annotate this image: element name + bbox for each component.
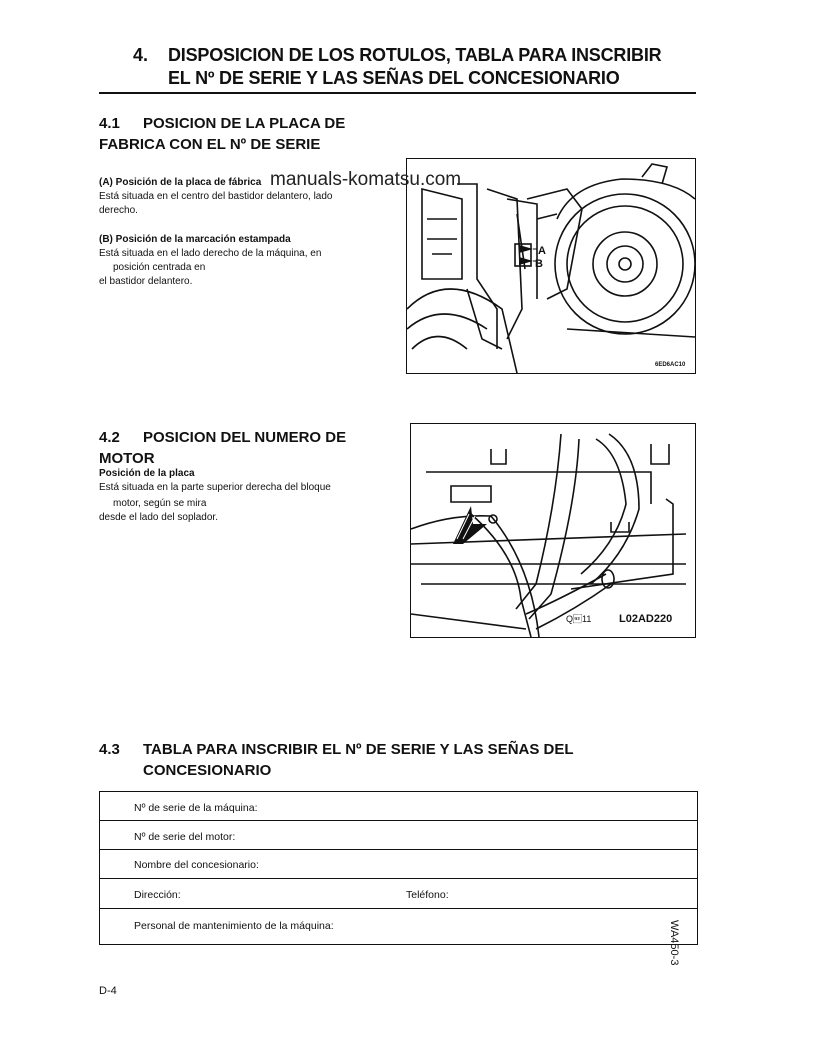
serial-dealer-table xyxy=(99,791,698,945)
engine-plate-text-2: motor, según se mira xyxy=(113,498,207,509)
section-4-2-number: 4.2 xyxy=(99,429,120,446)
plate-a-text-2: derecho. xyxy=(99,205,138,216)
figure-label-a: A xyxy=(538,245,546,257)
page-title-line2: EL Nº DE SERIE Y LAS SEÑAS DEL CONCESIONARIO xyxy=(168,68,620,88)
dealer-name-label: Nombre del concesionario: xyxy=(134,859,259,871)
section-4-1-title-line2: FABRICA CON EL Nº DE SERIE xyxy=(99,136,321,153)
table-row xyxy=(100,821,697,850)
engine-illustration xyxy=(411,424,695,637)
table-row xyxy=(100,879,697,909)
machine-serial-label: Nº de serie de la máquina: xyxy=(134,802,258,814)
plate-b-text-1: Está situada en el lado derecho de la máquina, en xyxy=(99,248,322,259)
plate-a-heading: (A) Posición de la placa de fábrica xyxy=(99,177,262,188)
section-4-2-title-line1: POSICION DEL NUMERO DE xyxy=(143,429,347,446)
plate-a-text-1: Está situada en el centro del bastidor delantero, lado xyxy=(99,191,333,202)
section-number: 4. xyxy=(133,45,149,65)
table-row xyxy=(100,909,697,943)
engine-plate-text-3: desde el lado del soplador. xyxy=(99,512,218,523)
page-title-line1: DISPOSICION DE LOS ROTULOS, TABLA PARA INSCRIBIR xyxy=(168,45,662,65)
section-4-1-number: 4.1 xyxy=(99,115,120,132)
plate-b-text-2: posición centrada en xyxy=(113,262,206,273)
table-row xyxy=(100,792,697,821)
watermark: manuals-komatsu.com xyxy=(270,169,462,190)
maintenance-staff-label: Personal de mantenimiento de la máquina: xyxy=(134,920,334,932)
section-4-3-title-line2: CONCESIONARIO xyxy=(143,762,272,779)
header-divider xyxy=(99,92,696,94)
figure-code-2: L02AD220 xyxy=(619,613,673,625)
page-number: D-4 xyxy=(99,985,117,997)
section-4-2-title-line2: MOTOR xyxy=(99,450,155,467)
engine-plate-text-1: Está situada en la parte superior derecha del bloque xyxy=(99,482,331,493)
section-4-3-number: 4.3 xyxy=(99,741,120,758)
engine-number-figure xyxy=(410,423,696,638)
address-label: Dirección: xyxy=(134,889,181,901)
plate-b-text-3: el bastidor delantero. xyxy=(99,276,193,287)
engine-serial-label: Nº de serie del motor: xyxy=(134,831,236,843)
section-4-3-title-line1: TABLA PARA INSCRIBIR EL Nº DE SERIE Y LAS SEÑAS DEL xyxy=(143,741,574,758)
machine-illustration xyxy=(407,159,695,373)
figure-code-1: 6ED6AC10 xyxy=(655,362,686,368)
plate-b-heading: (B) Posición de la marcación estampada xyxy=(99,234,291,245)
figure-mark: Q 11 xyxy=(566,614,592,624)
section-4-1-title-line1: POSICION DE LA PLACA DE xyxy=(143,115,346,132)
engine-plate-heading: Posición de la placa xyxy=(99,468,195,479)
model-code: WA450-3 xyxy=(668,920,680,966)
phone-label: Teléfono: xyxy=(406,889,449,901)
table-row xyxy=(100,850,697,879)
figure-label-b: B xyxy=(535,258,543,270)
